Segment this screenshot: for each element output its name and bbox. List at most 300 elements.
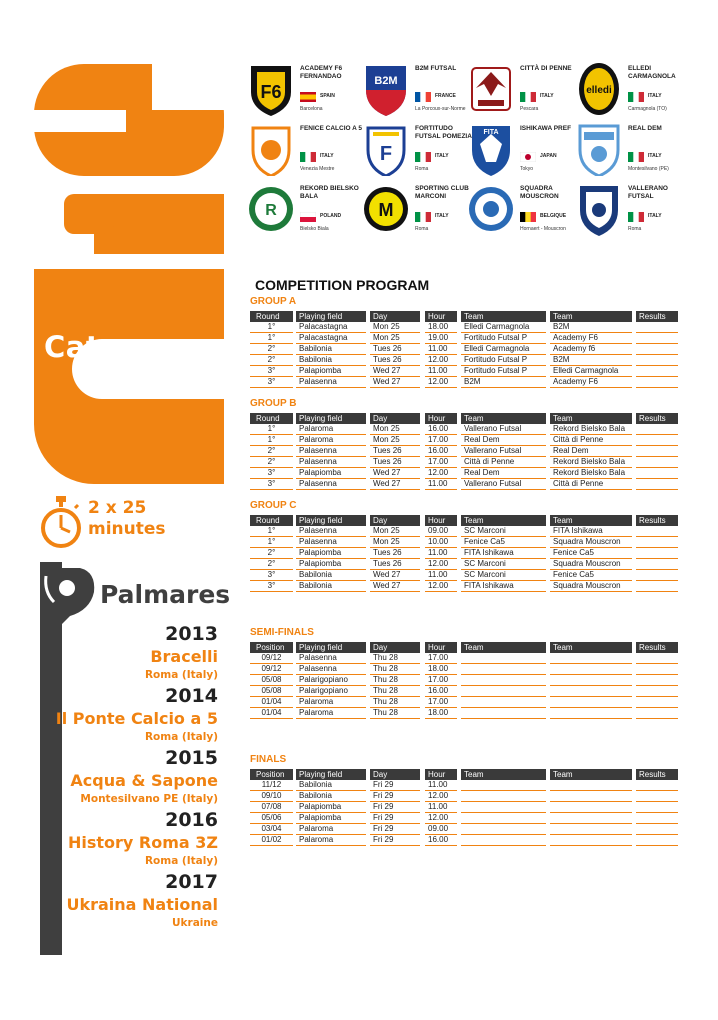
italy-flag-icon [628,152,644,162]
table-cell: Thu 28 [370,697,420,708]
club-logo-icon [248,182,294,236]
table-cell: Tues 26 [370,548,420,559]
italy-flag-icon [415,152,431,162]
table-cell: Elledi Carmagnola [461,344,546,355]
table-cell: Tues 26 [370,355,420,366]
table-cell: 1° [250,537,293,548]
club-name: SPORTING CLUB MARCONI [415,185,469,200]
table-cell [461,813,546,824]
club-card [576,182,691,242]
club-logo-icon [576,182,622,236]
table-cell: 09.00 [425,526,457,537]
table-cell: 1° [250,322,293,333]
table-cell: Fortitudo Futsal P [461,333,546,344]
palmares-year: 2013 [165,623,218,645]
table-cell [636,322,678,333]
table-cell: 2° [250,457,293,468]
table-cell: Babilonia [296,581,366,592]
column-header: Results [636,769,678,780]
palmares-team: Bracelli [150,647,218,666]
column-header: Team [550,515,632,526]
table-cell [550,675,632,686]
table-cell: Mon 25 [370,424,420,435]
table-cell [461,686,546,697]
column-header: Hour [425,642,457,653]
table-cell: Squadra Mouscron [550,581,632,592]
table-cell [636,355,678,366]
club-card [468,122,583,182]
table-cell: 11.00 [425,802,457,813]
table-cell [636,457,678,468]
club-logo-icon [248,62,294,116]
club-logo-icon [468,122,514,176]
table-cell: Palasenna [296,526,366,537]
table-cell: Rekord Bielsko Bala [550,468,632,479]
table-cell [636,686,678,697]
duration-line-1: 2 x 25 [88,498,147,518]
table-cell: B2M [550,355,632,366]
club-card [248,62,363,122]
table-cell: Città di Penne [550,479,632,490]
table-cell: 09/12 [250,664,293,675]
club-name: VALLERANO FUTSAL [628,185,668,200]
column-header: Team [550,413,632,424]
table-cell: Fri 29 [370,835,420,846]
svg-text:M: M [378,200,394,220]
table-cell: 17.00 [425,653,457,664]
column-header: Day [370,515,420,526]
table-cell: Palapiomba [296,813,366,824]
table-cell: Palapiomba [296,802,366,813]
table-cell [636,537,678,548]
club-logo-icon [468,182,514,236]
table-cell: 12.00 [425,377,457,388]
column-header: Team [461,311,546,322]
club-name: SQUADRA MOUSCRON [520,185,559,200]
table-cell: 3° [250,581,293,592]
table-cell: 17.00 [425,457,457,468]
club-country: ITALY [435,213,449,219]
table-cell [636,479,678,490]
table-cell [636,813,678,824]
club-name: ISHIKAWA PREF [520,125,572,132]
poland-flag-icon [300,212,316,222]
match-duration [88,498,166,540]
table-cell [636,548,678,559]
table-cell [461,791,546,802]
club-name: FENICE CALCIO A 5 [300,125,362,132]
table-cell: Academy F6 [550,377,632,388]
table-cell [636,559,678,570]
column-header: Playing field [296,642,366,653]
table-cell: 16.00 [425,686,457,697]
table-cell: Babilonia [296,570,366,581]
table-cell [550,708,632,719]
table-cell: 12.00 [425,791,457,802]
table-cell: 03/04 [250,824,293,835]
table-cell: Real Dem [550,446,632,457]
table-cell: 11.00 [425,548,457,559]
table-cell: Fri 29 [370,824,420,835]
club-country: JAPAN [540,153,557,159]
column-header: Hour [425,515,457,526]
club-country: ITALY [648,213,662,219]
table-cell: Palaroma [296,835,366,846]
club-logo-icon [363,182,409,236]
table-cell: 01/04 [250,708,293,719]
table-cell: 01/04 [250,697,293,708]
table-cell [636,675,678,686]
column-header: Team [550,769,632,780]
club-name: ACADEMY F6 FERNANDAO [300,65,343,80]
table-cell: Palapiomba [296,548,366,559]
table-cell: 11.00 [425,570,457,581]
table-cell: Mon 25 [370,435,420,446]
column-header: Results [636,515,678,526]
table-cell: 17.00 [425,435,457,446]
table-cell: 18.00 [425,708,457,719]
palmares-team: Ukraina National [66,895,218,914]
table-cell [636,333,678,344]
table-cell: 09/10 [250,791,293,802]
table-cell: Fortitudo Futsal P [461,355,546,366]
section-title: GROUP C [250,500,297,511]
table-cell: Palaroma [296,708,366,719]
column-header: Playing field [296,515,366,526]
table-cell [636,791,678,802]
italy-flag-icon [628,212,644,222]
club-country: ITALY [320,153,334,159]
column-header: Results [636,642,678,653]
column-header: Position [250,769,293,780]
table-cell: Tues 26 [370,559,420,570]
club-country: ITALY [648,93,662,99]
table-cell [550,802,632,813]
table-cell: 1° [250,526,293,537]
table-cell: 17.00 [425,697,457,708]
table-cell [636,802,678,813]
table-cell: Real Dem [461,435,546,446]
table-cell: Tues 26 [370,446,420,457]
table-cell [550,791,632,802]
table-cell: Babilonia [296,344,366,355]
palmares-year: 2015 [165,747,218,769]
column-header: Day [370,413,420,424]
table-cell [636,697,678,708]
table-cell: 3° [250,468,293,479]
table-cell: Real Dem [461,468,546,479]
italy-flag-icon [520,92,536,102]
table-cell [636,570,678,581]
table-cell: Wed 27 [370,570,420,581]
table-cell: 18.00 [425,664,457,675]
palmares-place: Roma (Italy) [144,731,218,743]
palmares-place: Roma (Italy) [144,669,218,681]
table-cell: Città di Penne [550,435,632,446]
club-country: BELGIQUE [540,213,567,219]
spain-flag-icon [300,92,316,102]
table-cell: 12.00 [425,559,457,570]
club-card [576,62,691,122]
table-cell: Tues 26 [370,457,420,468]
club-name: REKORD BIELSKO BALA [300,185,359,200]
palmares-title: Palmares [100,580,231,609]
stopwatch-icon [40,496,82,550]
club-logo-icon [363,62,409,116]
table-cell: 3° [250,366,293,377]
table-cell: Babilonia [296,780,366,791]
club-country: ITALY [540,93,554,99]
table-cell: Rekord Bielsko Bala [550,424,632,435]
table-cell: Mon 25 [370,333,420,344]
table-cell: Fenice Ca5 [550,548,632,559]
table-cell: Babilonia [296,355,366,366]
table-cell: Vallerano Futsal [461,479,546,490]
column-header: Round [250,413,293,424]
column-header: Round [250,311,293,322]
table-cell: Palasenna [296,377,366,388]
table-cell [550,653,632,664]
table-cell: Palasenna [296,457,366,468]
club-city: Pescara [520,106,539,112]
table-cell: B2M [461,377,546,388]
table-cell [636,446,678,457]
svg-text:R: R [265,202,277,219]
table-cell: 3° [250,570,293,581]
table-cell: Palaroma [296,697,366,708]
club-city: Barcelona [300,106,323,112]
table-cell: Thu 28 [370,708,420,719]
table-cell: 09/12 [250,653,293,664]
table-cell: Mon 25 [370,322,420,333]
club-card [248,182,363,242]
club-city: Carmagnola (TO) [628,106,667,112]
column-header: Position [250,642,293,653]
club-country: POLAND [320,213,342,219]
section-title: SEMI-FINALS [250,627,314,638]
table-cell [636,424,678,435]
table-cell: 09.00 [425,824,457,835]
svg-text:FITA: FITA [483,129,499,136]
club-card [363,182,478,242]
table-cell: 11.00 [425,366,457,377]
table-cell: Fri 29 [370,791,420,802]
club-name: REAL DEM [628,125,662,132]
italy-flag-icon [300,152,316,162]
table-cell: Vallerano Futsal [461,424,546,435]
column-header: Team [550,311,632,322]
palmares-year: 2014 [165,685,218,707]
table-cell: 2° [250,355,293,366]
table-cell: 11.00 [425,479,457,490]
table-cell: Wed 27 [370,581,420,592]
table-cell: SC Marconi [461,559,546,570]
table-cell: FITA Ishikawa [550,526,632,537]
table-cell: Fri 29 [370,780,420,791]
table-cell [636,377,678,388]
club-card [468,182,583,242]
table-cell: Palaroma [296,424,366,435]
table-cell: 05/08 [250,686,293,697]
table-cell [461,675,546,686]
club-city: Venezia Mestre [300,166,335,172]
table-cell: 05/08 [250,675,293,686]
palmares-year: 2016 [165,809,218,831]
table-cell [550,813,632,824]
club-city: Montesilvano (PE) [628,166,669,172]
table-cell: Palasenna [296,537,366,548]
table-cell: 16.00 [425,424,457,435]
club-logo-icon [468,62,514,116]
table-cell: 3° [250,377,293,388]
table-cell [550,664,632,675]
table-cell: 16.00 [425,446,457,457]
table-cell: 16.00 [425,835,457,846]
table-cell: FITA Ishikawa [461,581,546,592]
table-cell: Wed 27 [370,479,420,490]
france-flag-icon [415,92,431,102]
table-cell: 1° [250,435,293,446]
table-cell: 11/12 [250,780,293,791]
table-cell [550,780,632,791]
club-city: Roma [415,226,429,232]
table-cell: Thu 28 [370,664,420,675]
svg-text:B2M: B2M [374,75,398,87]
table-cell [461,835,546,846]
table-cell [550,824,632,835]
club-card [576,122,691,182]
table-cell: 07/08 [250,802,293,813]
table-cell: SC Marconi [461,526,546,537]
belgium-flag-icon [520,212,536,222]
table-cell: Babilonia [296,791,366,802]
table-cell [461,697,546,708]
table-cell: B2M [550,322,632,333]
club-city: La Porcoux-sur-Norme [415,106,466,112]
table-cell: 2° [250,446,293,457]
club-logo-icon [576,122,622,176]
palmares-place: Roma (Italy) [144,855,218,867]
column-header: Team [461,769,546,780]
club-card [363,122,478,182]
table-cell: 05/06 [250,813,293,824]
table-cell: Palasenna [296,446,366,457]
club-name: B2M FUTSAL [415,65,457,72]
table-cell: Academy F6 [550,333,632,344]
column-header: Results [636,413,678,424]
table-cell: Palapiomba [296,559,366,570]
table-cell: Fri 29 [370,813,420,824]
column-header: Day [370,642,420,653]
palmares-place: Ukraine [172,917,218,929]
table-cell: FITA Ishikawa [461,548,546,559]
category-label: Category [44,330,197,364]
club-card [363,62,478,122]
club-name: CITTÀ DI PENNE [520,65,572,72]
club-city: Bielsko Biala [300,226,329,232]
table-cell: Fenice Ca5 [550,570,632,581]
table-cell [461,802,546,813]
table-cell: Squadra Mouscron [550,559,632,570]
table-cell: Palaroma [296,435,366,446]
club-city: Hornaert - Mouscron [520,226,566,232]
club-logo-icon [248,122,294,176]
table-cell [461,824,546,835]
table-cell: Wed 27 [370,366,420,377]
table-cell [636,824,678,835]
club-country: ITALY [435,153,449,159]
table-cell: Palacastagna [296,333,366,344]
column-header: Team [461,642,546,653]
table-cell: Rekord Bielsko Bala [550,457,632,468]
section-title: GROUP A [250,296,297,307]
table-cell: 1° [250,424,293,435]
club-city: Tokyo [520,166,534,172]
table-cell: Fortitudo Futsal P [461,366,546,377]
club-logo-icon [363,122,409,176]
table-cell: Fri 29 [370,802,420,813]
palmares-team: Il Ponte Calcio a 5 [55,709,218,728]
column-header: Round [250,515,293,526]
column-header: Day [370,769,420,780]
table-cell: Tues 26 [370,344,420,355]
table-cell [461,708,546,719]
table-cell: 12.00 [425,355,457,366]
table-cell: 01/02 [250,835,293,846]
table-cell: Wed 27 [370,377,420,388]
table-cell [636,835,678,846]
club-name: FORTITUDO FUTSAL POMEZIA [415,125,472,140]
table-cell: 12.00 [425,468,457,479]
palmares-year: 2017 [165,871,218,893]
table-cell [636,708,678,719]
table-cell: Palarigopiano [296,675,366,686]
table-cell [636,780,678,791]
table-cell: Palapiomba [296,468,366,479]
svg-text:F6: F6 [260,82,282,102]
table-cell: Thu 28 [370,653,420,664]
column-header: Playing field [296,769,366,780]
table-cell: Elledi Carmagnola [550,366,632,377]
table-cell: SC Marconi [461,570,546,581]
table-cell: 17.00 [425,675,457,686]
club-card [468,62,583,122]
u15-title-graphic [34,64,224,486]
palmares-team: History Roma 3Z [67,833,218,852]
japan-flag-icon [520,152,536,162]
table-cell: Academy f6 [550,344,632,355]
table-cell: 12.00 [425,813,457,824]
section-title: FINALS [250,754,287,765]
club-name: ELLEDI CARMAGNOLA [628,65,676,80]
table-cell [550,686,632,697]
column-header: Hour [425,769,457,780]
table-cell: 12.00 [425,581,457,592]
italy-flag-icon [628,92,644,102]
club-country: ITALY [648,153,662,159]
club-country: SPAIN [320,93,335,99]
table-cell [636,526,678,537]
table-cell [636,344,678,355]
column-header: Team [461,413,546,424]
table-cell: 11.00 [425,344,457,355]
table-cell: Vallerano Futsal [461,446,546,457]
table-cell [550,835,632,846]
club-country: FRANCE [435,93,456,99]
table-cell: Thu 28 [370,686,420,697]
table-cell [636,366,678,377]
table-cell: Thu 28 [370,675,420,686]
